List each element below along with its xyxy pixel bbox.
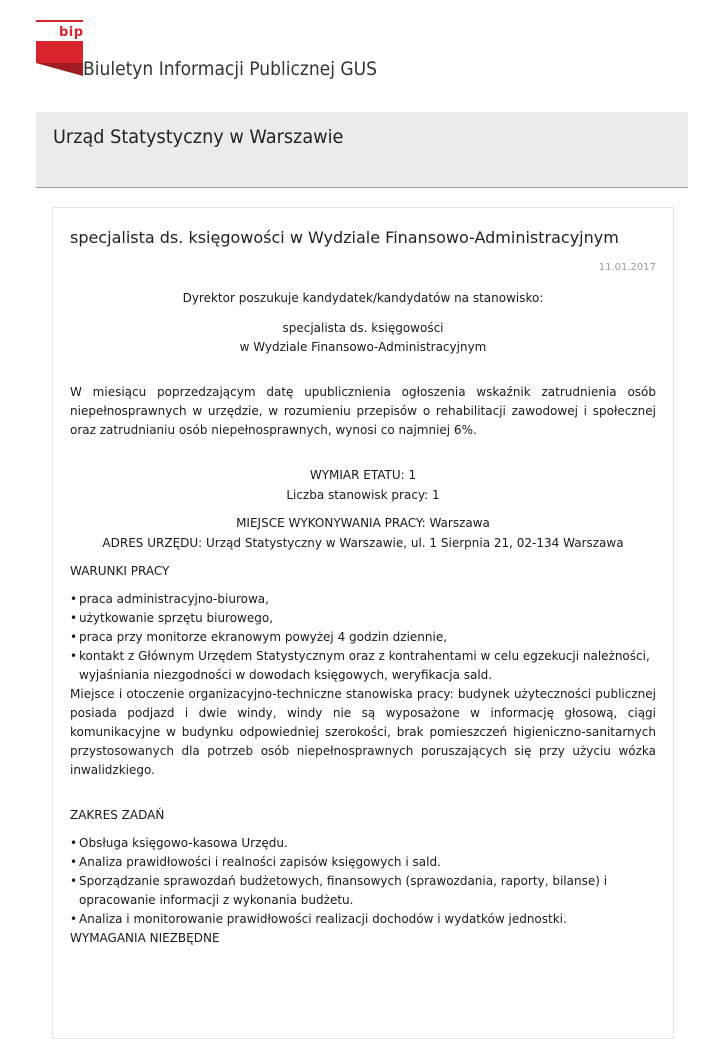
list-item: • Analiza i monitorowanie prawidłowości realizacji dochodów i wydatków jednostki. [79,910,656,929]
article-title: specjalista ds. księgowości w Wydziale Finansowo-Administracyjnym [70,228,619,247]
article-date: 11.01.2017 [598,262,656,273]
org-header [36,112,688,188]
article-content [70,228,656,948]
miejsce-pracy: MIEJSCE WYKONYWANIA PRACY: Warszawa [236,516,490,530]
bip-title[interactable]: Biuletyn Informacji Publicznej GUS [83,58,378,80]
warunki-heading: WARUNKI PRACY [70,564,170,578]
org-name[interactable]: Urząd Statystyczny w Warszawie [53,126,344,148]
wymiar-etatu: WYMIAR ETATU: 1 [309,468,417,482]
zakres-heading: ZAKRES ZADAŃ [70,808,165,822]
position-line-2: w Wydziale Finansowo-Administracyjnym [239,340,487,354]
zakres-list [70,834,656,929]
liczba-stanowisk: Liczba stanowisk pracy: 1 [286,488,440,502]
miejsce-paragraph: Miejsce i otoczenie organizacyjno-techniczne stanowiska pracy: budynek użyteczności publicznej posiada podjazd i dwie windy, windy nie są wyposażone w informację głosową, ciągi komunikacyjne w budynku odpowiedniej szerokości, brak pomieszczeń higieniczno-sanitarnych przystosowanych dla potrzeb osób niepełnosprawnych poruszających się przy użyciu wózka inwalidzkiego. [70,687,656,777]
article-card [52,207,674,1039]
list-item: • Obsługa księgowo-kasowa Urzędu. [79,834,656,853]
list-item: • praca administracyjno-biurowa, [79,590,656,609]
warunki-list [70,590,656,685]
intro-text: Dyrektor poszukuje kandydatek/kandydatów na stanowisko: [182,291,544,305]
adres-urzedu: ADRES URZĘDU: Urząd Statystyczny w Warszawie, ul. 1 Sierpnia 21, 02-134 Warszawa [102,536,624,550]
list-item: • praca przy monitorze ekranowym powyżej 4 godzin dziennie, [79,628,656,647]
position-line-1: specjalista ds. księgowości [282,321,444,335]
list-item: • Analiza prawidłowości i realności zapisów księgowych i sald. [79,853,656,872]
wymagania-heading: WYMAGANIA NIEZBĘDNE [70,931,220,945]
logo-text: bip [59,25,84,40]
logo-shadow [36,63,83,76]
list-item: • kontakt z Głównym Urzędem Statystycznym oraz z kontrahentami w celu egzekucji należności, wyjaśniania niezgodności w dowodach księgowych, weryfikacja sald. [79,647,656,685]
list-item: • Sporządzanie sprawozdań budżetowych, finansowych (sprawozdania, raporty, bilanse) i opracowanie informacji z wykonania budżetu. [79,872,656,910]
bip-logo[interactable] [36,20,84,75]
list-item: • użytkowanie sprzętu biurowego, [79,609,656,628]
disability-paragraph: W miesiącu poprzedzającym datę upublicznienia ogłoszenia wskaźnik zatrudnienia osób niepełnosprawnych w urzędzie, w rozumieniu przepisów o rehabilitacji zawodowej i społecznej oraz zatrudnianiu osób niepełnosprawnych, wynosi co najmniej 6%. [70,385,656,437]
